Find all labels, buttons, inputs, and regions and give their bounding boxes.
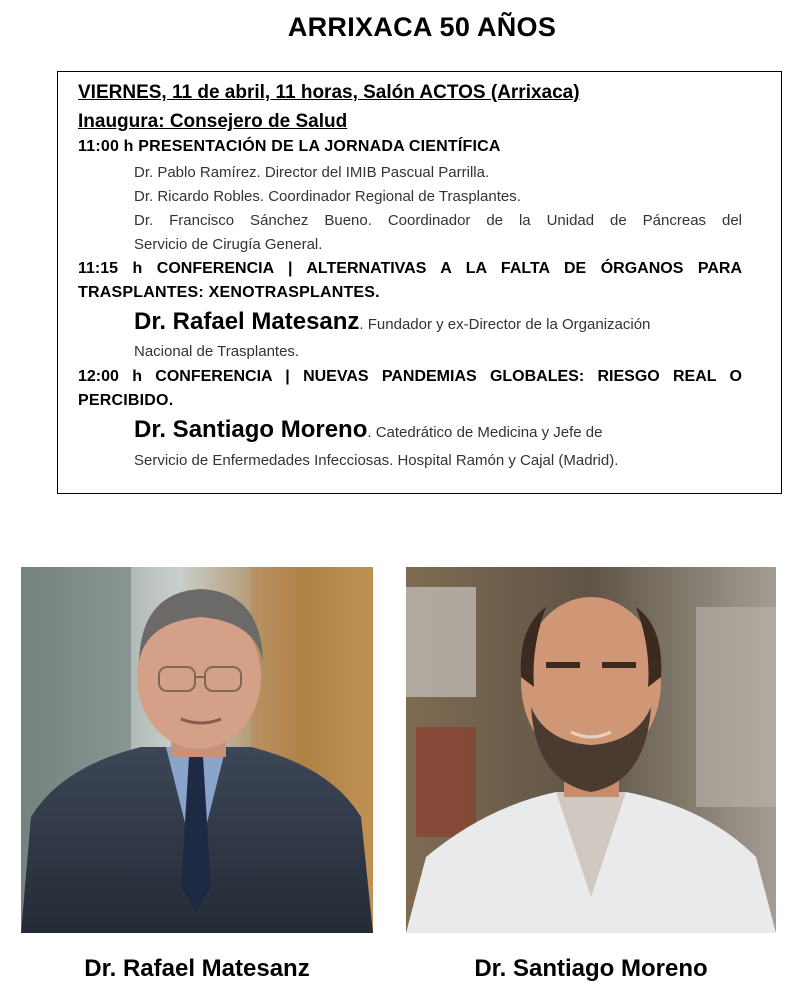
caption-moreno: Dr. Santiago Moreno (474, 955, 708, 982)
session2-speaker (134, 308, 650, 336)
speaker-ramirez: Dr. Pablo Ramírez. Director del IMIB Pascual Parrilla. (134, 164, 490, 181)
session1-heading: 11:00 h PRESENTACIÓN DE LA JORNADA CIENTÍFICA (78, 138, 501, 155)
photo-matesanz (21, 567, 373, 933)
page-title: ARRIXACA 50 AÑOS (287, 12, 557, 42)
speaker-matesanz-name: Dr. Rafael Matesanz (134, 308, 360, 335)
photo-moreno (406, 567, 776, 933)
session3-heading: 12:00 h CONFERENCIA | NUEVAS PANDEMIAS GLOBALES: RIESGO REAL O (78, 368, 742, 385)
program-header: VIERNES, 11 de abril, 11 horas, Salón ACTOS (Arrixaca) (78, 82, 580, 103)
speaker-sanchez-bueno: Dr. Francisco Sánchez Bueno. Coordinador de la Unidad de Páncreas del (134, 212, 742, 229)
speaker-moreno-name: Dr. Santiago Moreno (134, 416, 368, 443)
session2-heading-cont: TRASPLANTES: XENOTRASPLANTES. (78, 284, 380, 301)
inaugura-line: Inaugura: Consejero de Salud (78, 111, 348, 132)
speaker-sanchez-bueno-cont: Servicio de Cirugía General. (134, 236, 323, 253)
speaker-matesanz-desc-cont: Nacional de Trasplantes. (134, 343, 300, 360)
program-box (57, 71, 782, 494)
session3-speaker (134, 416, 603, 444)
speaker-moreno-desc-cont: Servicio de Enfermedades Infecciosas. Hospital Ramón y Cajal (Madrid). (134, 452, 619, 469)
speaker-robles: Dr. Ricardo Robles. Coordinador Regional de Trasplantes. (134, 188, 521, 205)
caption-matesanz: Dr. Rafael Matesanz (84, 955, 310, 982)
speaker-matesanz-desc: . Fundador y ex-Director de la Organización (359, 316, 651, 333)
speaker-moreno-desc: . Catedrático de Medicina y Jefe de (367, 424, 603, 441)
session3-heading-cont: PERCIBIDO. (78, 392, 174, 409)
session2-heading: 11:15 h CONFERENCIA | ALTERNATIVAS A LA FALTA DE ÓRGANOS PARA (78, 260, 742, 277)
